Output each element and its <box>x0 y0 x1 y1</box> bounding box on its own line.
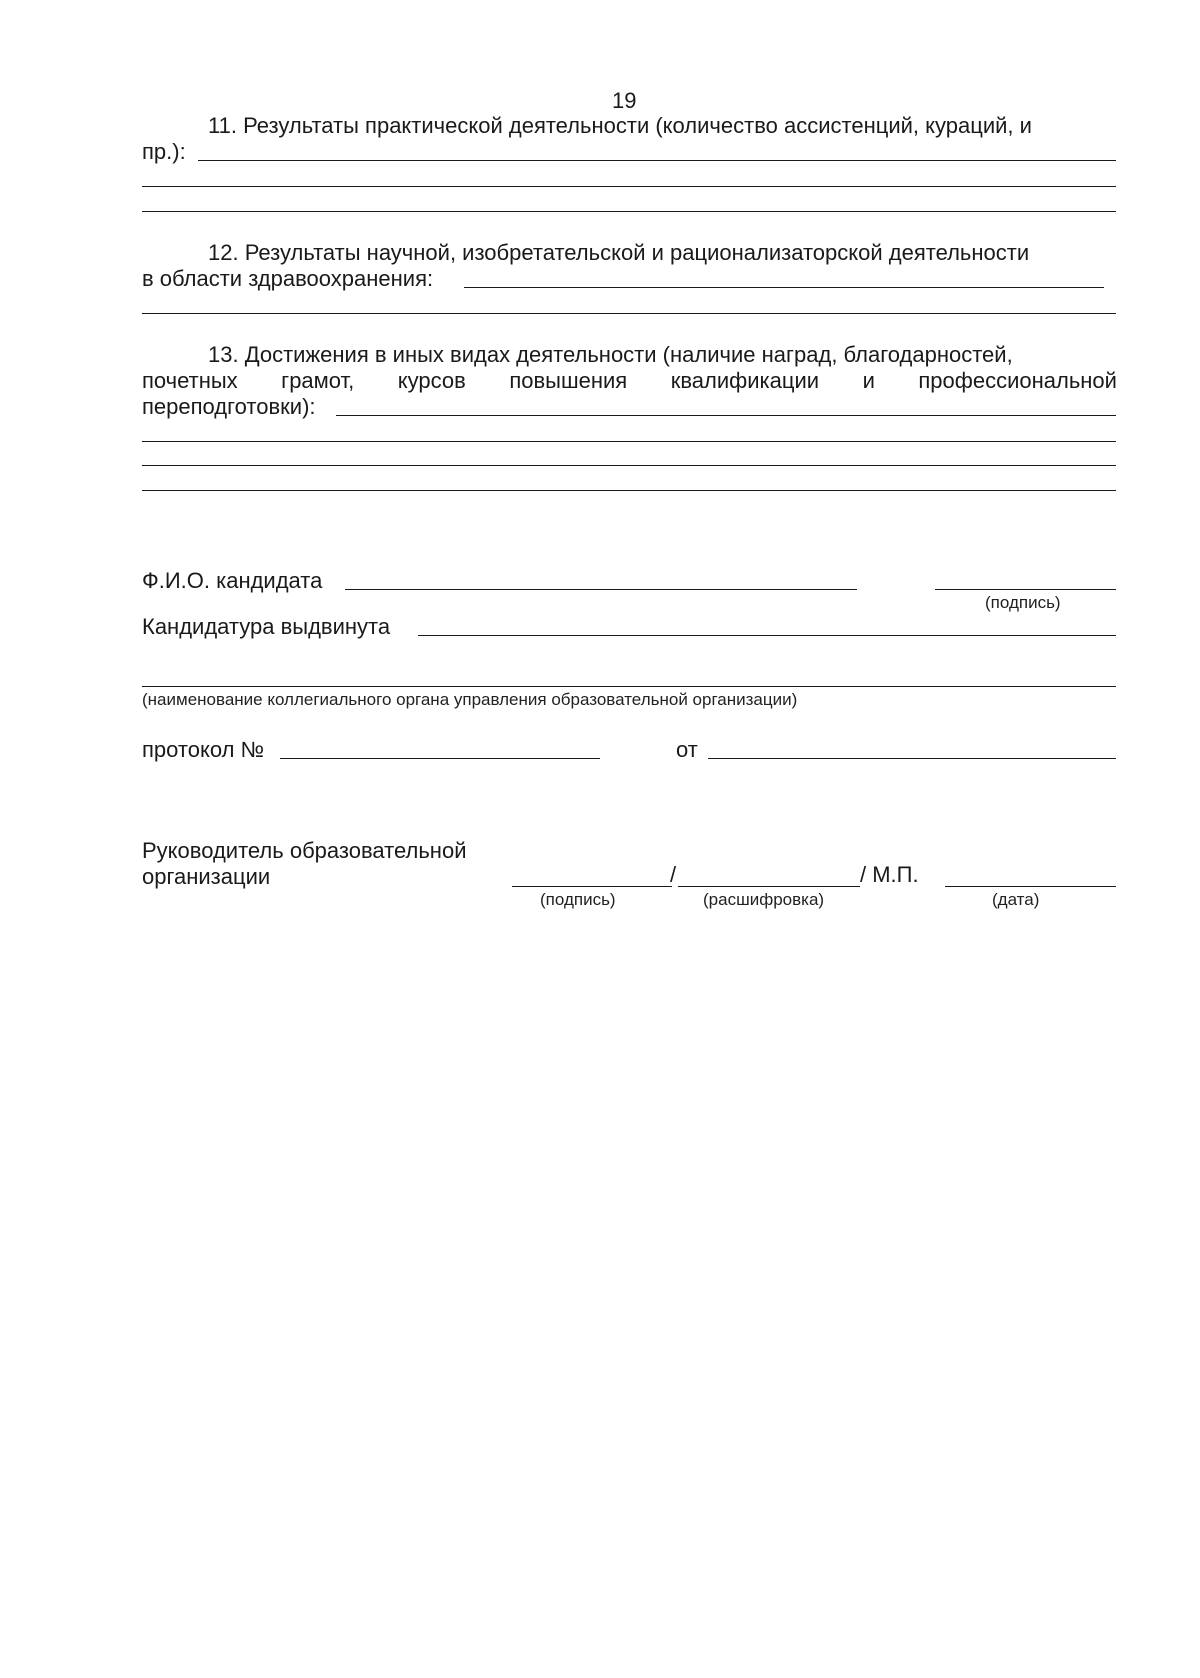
item-13-justified-line <box>142 368 1117 394</box>
item-13-heading: 13. Достижения в иных видах деятельности (наличие наград, благодарностей, <box>208 342 1013 367</box>
page-number: 19 <box>612 88 637 113</box>
head-label-line-1: Руководитель образовательной <box>142 838 467 863</box>
head-label-line-2: организации <box>142 864 271 889</box>
organ-name-field[interactable] <box>142 686 1116 687</box>
nominated-field[interactable] <box>418 635 1116 636</box>
head-signature-field[interactable] <box>512 886 672 887</box>
item-13-word: грамот, <box>281 368 355 393</box>
item-13-word: почетных <box>142 368 238 393</box>
organ-name-caption: (наименование коллегиального органа управления образовательной организации) <box>142 690 798 709</box>
item-11-answer-line-2[interactable] <box>142 186 1116 187</box>
head-date-caption: (дата) <box>992 890 1040 909</box>
candidate-fio-field[interactable] <box>345 589 857 590</box>
head-decoding-caption: (расшифровка) <box>703 890 825 909</box>
candidate-signature-field[interactable] <box>935 589 1116 590</box>
item-13-answer-line-2[interactable] <box>142 441 1116 442</box>
nominated-label: Кандидатура выдвинута <box>142 614 391 639</box>
item-13-label: переподготовки): <box>142 394 316 419</box>
head-separator-slash: / <box>670 862 677 887</box>
protocol-date-field[interactable] <box>708 758 1116 759</box>
item-13-word: квалификации <box>670 368 820 393</box>
item-11-heading: 11. Результаты практической деятельности (количество ассистенций, кураций, и <box>208 113 1032 138</box>
item-13-answer-line-4[interactable] <box>142 490 1116 491</box>
item-11-answer-line-3[interactable] <box>142 211 1116 212</box>
item-13-word: курсов <box>397 368 466 393</box>
item-12-answer-line-2[interactable] <box>142 313 1116 314</box>
protocol-label: протокол № <box>142 737 265 762</box>
item-12-heading: 12. Результаты научной, изобретательской и рационализаторской деятельности <box>208 240 1030 265</box>
item-13-answer-line-3[interactable] <box>142 465 1116 466</box>
candidate-fio-label: Ф.И.О. кандидата <box>142 568 323 593</box>
item-11-answer-line-1[interactable] <box>198 160 1116 161</box>
item-13-word: профессиональной <box>918 368 1117 393</box>
head-seal-label: / М.П. <box>860 862 919 887</box>
item-13-word: и <box>862 368 875 393</box>
head-date-field[interactable] <box>945 886 1116 887</box>
protocol-number-field[interactable] <box>280 758 600 759</box>
candidate-signature-caption: (подпись) <box>985 593 1061 612</box>
item-13-word: повышения <box>509 368 628 393</box>
item-12-label: в области здравоохранения: <box>142 266 434 291</box>
item-13-answer-line-1[interactable] <box>336 415 1116 416</box>
item-11-label: пр.): <box>142 139 186 164</box>
head-signature-caption: (подпись) <box>540 890 616 909</box>
head-decoding-field[interactable] <box>678 886 860 887</box>
item-12-answer-line-1[interactable] <box>464 287 1104 288</box>
protocol-date-label: от <box>676 737 698 762</box>
